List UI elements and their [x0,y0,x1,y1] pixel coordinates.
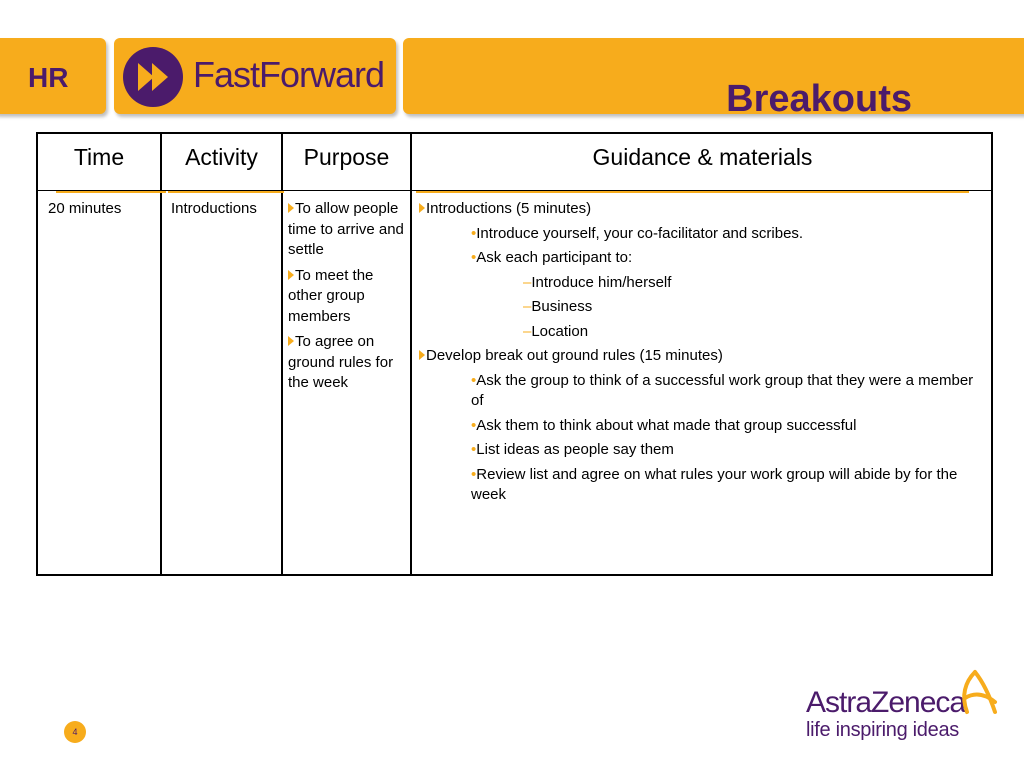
brand-tagline: life inspiring ideas [806,719,959,741]
guidance-subsubitem: –Business [523,298,593,315]
accent-rule [56,191,166,193]
guidance-item: Introductions (5 minutes) [419,199,984,220]
dash-bullet-icon: – [523,273,532,291]
arrow-bullet-icon [288,270,294,280]
column-divider [281,134,283,574]
guidance-subsubitem: –Location [523,322,589,340]
astrazeneca-symbol-icon [955,668,999,718]
dash-bullet-icon: – [523,298,532,315]
dot-bullet-icon: • [471,224,477,242]
dot-bullet-icon: • [471,465,477,483]
astrazeneca-logo-text: AstraZeneca [806,686,966,719]
dot-bullet-icon: • [471,249,477,266]
dot-bullet-icon: • [471,371,477,389]
dot-bullet-icon: • [471,441,477,458]
column-header-time: Time [73,144,125,170]
arrow-bullet-icon [288,203,294,213]
fastforward-logo-text: FastForward [193,54,385,95]
arrow-bullet-icon [288,336,294,346]
guidance-subitem: •Introduce yourself, your co-facilitator and scribes. [471,224,804,242]
column-divider [160,134,162,574]
column-divider [410,134,412,574]
fastforward-logo-icon [123,47,183,107]
purpose-item: To meet the other group members [288,266,374,325]
column-header-activity: Activity [185,144,258,170]
purpose-item: To agree on ground rules for the week [288,333,394,391]
cell-activity: Introductions [171,200,257,217]
page-title: Breakouts [726,78,912,120]
guidance-subitem: •Ask the group to think of a successful work group that they were a member of [471,371,974,409]
dash-bullet-icon: – [523,322,532,340]
guidance-subitem: •Ask each participant to: [471,249,633,266]
guidance-subsubitem: –Introduce him/herself [523,273,672,291]
cell-purpose [288,199,406,399]
cell-time: 20 minutes [48,200,122,217]
header-band-right [403,38,1024,114]
breakouts-table [36,132,993,576]
column-header-purpose: Purpose [303,144,390,170]
guidance-subitem: •List ideas as people say them [471,441,674,458]
cell-guidance [419,199,984,510]
section-label: HR [28,62,69,93]
column-header-guidance: Guidance & materials [592,144,813,170]
accent-rule [168,191,284,193]
guidance-subitem: •Ask them to think about what made that group successful [471,416,857,434]
guidance-item: Develop break out ground rules (15 minutes) [419,346,984,367]
page-number-badge: 4 [64,721,86,743]
arrow-bullet-icon [419,203,425,213]
dot-bullet-icon: • [471,416,477,434]
accent-rule [416,191,969,193]
purpose-item: To allow people time to arrive and settle [288,200,404,258]
arrow-bullet-icon [419,350,425,360]
guidance-subitem: •Review list and agree on what rules your work group will abide by for the week [471,465,958,503]
